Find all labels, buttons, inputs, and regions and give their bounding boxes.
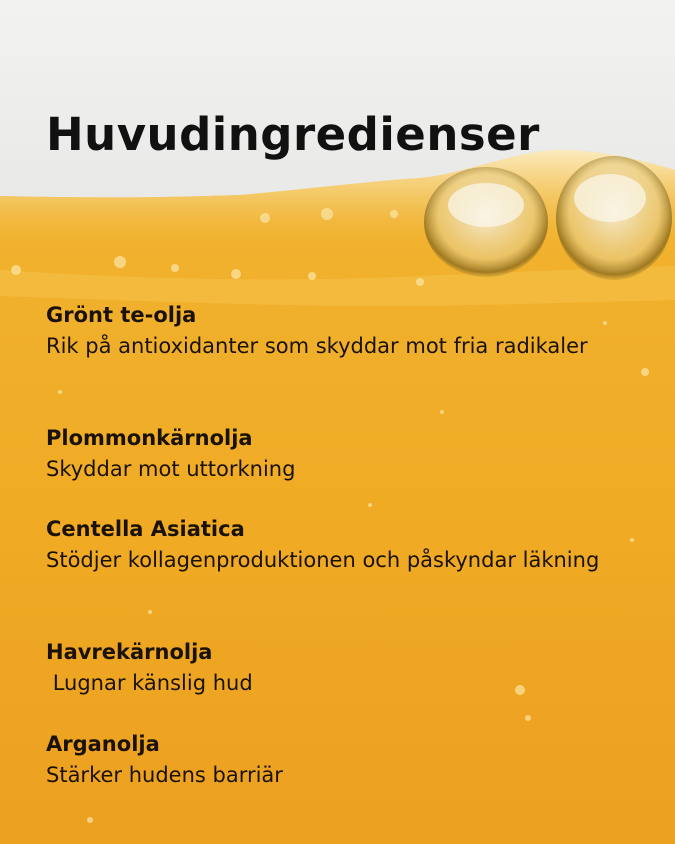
ingredient-item — [46, 637, 636, 699]
ingredient-name: Arganolja — [46, 732, 160, 756]
ingredient-name: Grönt te-olja — [46, 303, 197, 327]
ingredient-item — [46, 423, 636, 485]
ingredient-description: Stärker hudens barriär — [46, 763, 283, 787]
page-title: Huvudingredienser — [46, 108, 540, 161]
ingredient-name: Havrekärnolja — [46, 640, 213, 664]
ingredient-description: Stödjer kollagenproduktionen och påskyndar läkning — [46, 548, 600, 572]
ingredient-item — [46, 514, 636, 576]
ingredient-description: Lugnar känslig hud — [46, 671, 253, 695]
ingredient-item — [46, 300, 636, 362]
ingredient-description: Skyddar mot uttorkning — [46, 457, 296, 481]
ingredient-description: Rik på antioxidanter som skyddar mot fria radikaler — [46, 334, 588, 358]
ingredient-name: Centella Asiatica — [46, 517, 245, 541]
ingredient-item — [46, 729, 636, 791]
ingredient-name: Plommonkärnolja — [46, 426, 253, 450]
